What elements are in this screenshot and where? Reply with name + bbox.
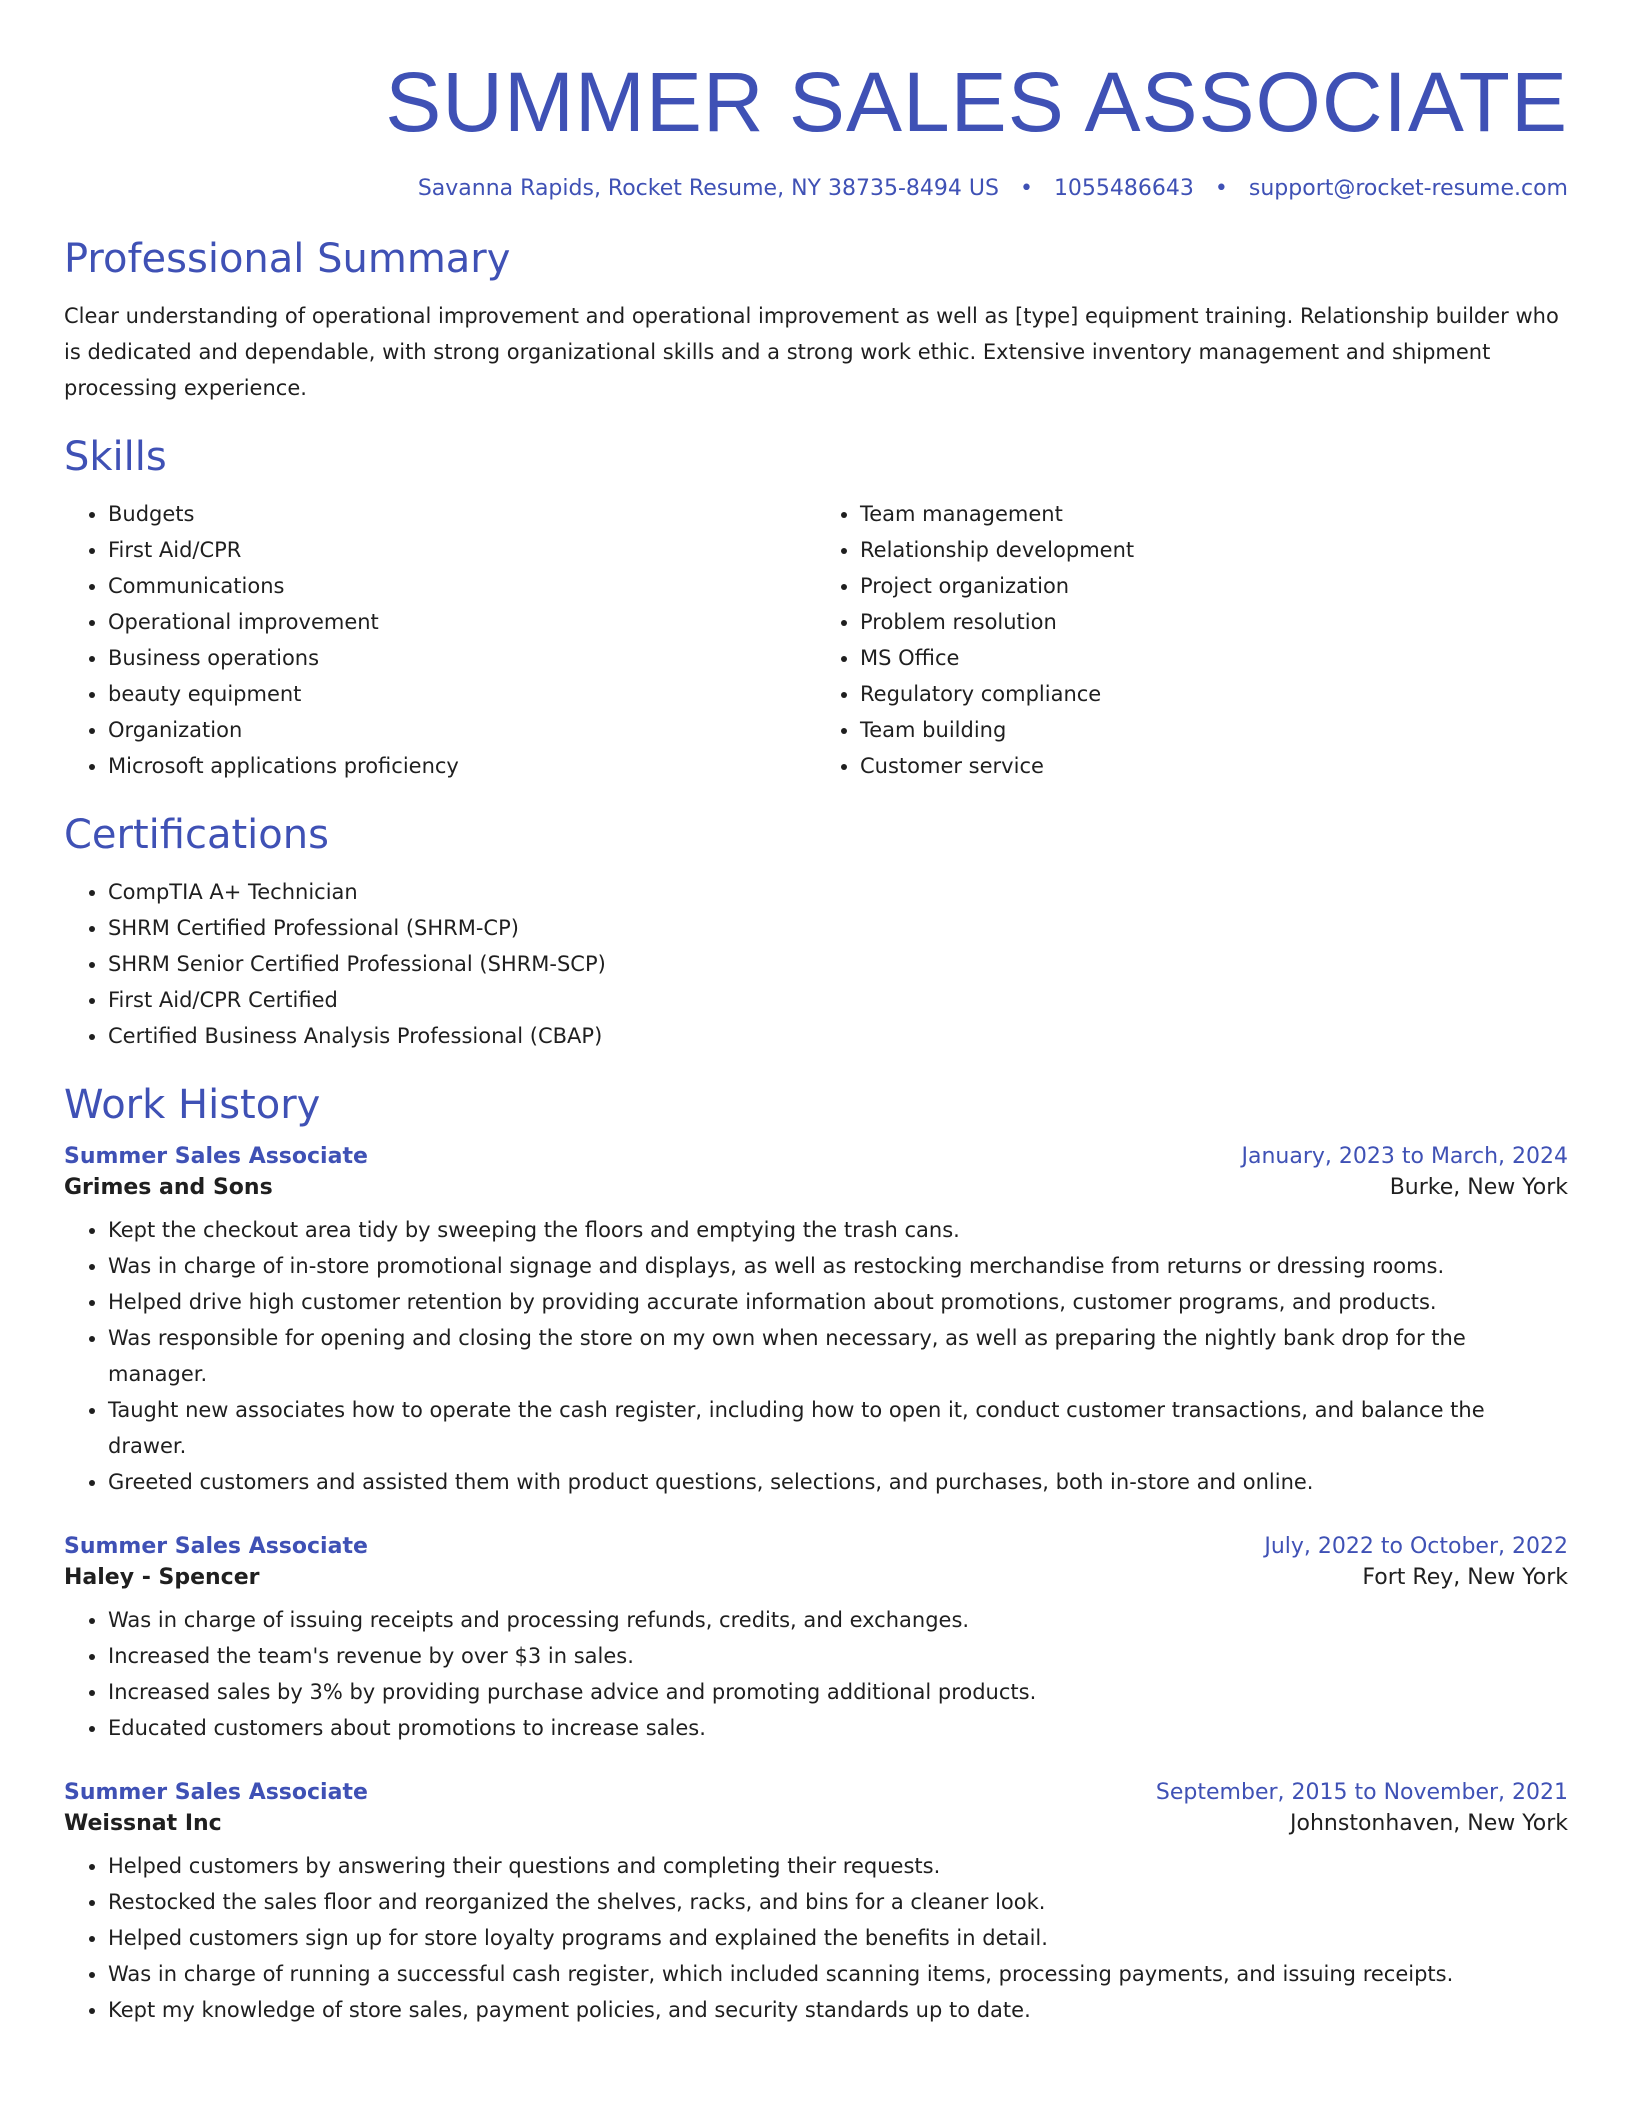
list-item: • SHRM Certified Professional (SHRM-CP) [108, 910, 1568, 946]
work-history-section [64, 1080, 1568, 2028]
list-item: • Was responsible for opening and closing the store on my own when necessary, as well as preparing the nightly bank drop for the manager. [108, 1320, 1568, 1392]
list-item: • beauty equipment [108, 676, 816, 712]
certifications-section [64, 810, 1568, 1054]
resume-header [64, 0, 1568, 204]
job-company: Haley - Spencer [64, 1565, 260, 1590]
skills-section [64, 432, 1568, 784]
list-item: • Microsoft applications proficiency [108, 748, 816, 784]
summary-text: Clear understanding of operational improvement and operational improvement as well as [type] equipment training. Relationship builder who is dedicated and dependable, with strong organizational skills and a strong work ethic. Extensive inventory management and shipment processing experience. [64, 304, 1559, 400]
list-item: • Was in charge of running a successful cash register, which included scanning items, processing payments, and issuing receipts. [108, 1956, 1568, 1992]
job-title-row [64, 1534, 1568, 1559]
job-entry [64, 1144, 1568, 1500]
list-item: • SHRM Senior Certified Professional (SHRM-SCP) [108, 946, 1568, 982]
job-title: Summer Sales Associate [64, 1144, 368, 1169]
work-history-heading: Work History [64, 1082, 321, 1128]
contact-separator: • [1214, 176, 1228, 201]
job-location: Burke, New York [1389, 1175, 1568, 1200]
summary-section [64, 234, 1568, 406]
list-item: • Communications [108, 568, 816, 604]
summary-heading: Professional Summary [64, 236, 511, 282]
job-entry [64, 1534, 1568, 1746]
contact-line [64, 174, 1568, 204]
list-item: • Operational improvement [108, 604, 816, 640]
job-company-row [64, 1175, 1568, 1200]
jobs-list [64, 1144, 1568, 2028]
list-item: • Certified Business Analysis Professional (CBAP) [108, 1018, 1568, 1054]
list-item: • Project organization [860, 568, 1568, 604]
list-item: • Taught new associates how to operate the cash register, including how to open it, conduct customer transactions, and balance the drawer. [108, 1392, 1568, 1464]
list-item: • CompTIA A+ Technician [108, 874, 1568, 910]
list-item: • Budgets [108, 496, 816, 532]
job-location: Fort Rey, New York [1362, 1565, 1568, 1590]
list-item: • Organization [108, 712, 816, 748]
list-item: • Helped customers sign up for store loyalty programs and explained the benefits in detail. [108, 1920, 1568, 1956]
contact-phone: 1055486643 [1053, 176, 1194, 201]
job-dates: September, 2015 to November, 2021 [1155, 1780, 1568, 1805]
job-bullets [64, 1602, 1568, 1746]
skills-columns [64, 496, 1568, 784]
list-item: • Business operations [108, 640, 816, 676]
job-company: Weissnat Inc [64, 1811, 222, 1836]
list-item: • Team building [860, 712, 1568, 748]
list-item: • Customer service [860, 748, 1568, 784]
resume-name: SUMMER SALES ASSOCIATE [385, 55, 1568, 149]
list-item: • Helped drive high customer retention by providing accurate information about promotions, customer programs, and products. [108, 1284, 1568, 1320]
list-item: • Was in charge of in-store promotional signage and displays, as well as restocking merchandise from returns or dressing rooms. [108, 1248, 1568, 1284]
list-item: • First Aid/CPR [108, 532, 816, 568]
list-item: • Increased the team's revenue by over $3 in sales. [108, 1638, 1568, 1674]
certifications-heading: Certifications [64, 812, 329, 858]
job-title-row [64, 1780, 1568, 1805]
job-dates: January, 2023 to March, 2024 [1241, 1144, 1568, 1169]
list-item: • Problem resolution [860, 604, 1568, 640]
list-item: • First Aid/CPR Certified [108, 982, 1568, 1018]
list-item: • Team management [860, 496, 1568, 532]
list-item: • Was in charge of issuing receipts and processing refunds, credits, and exchanges. [108, 1602, 1568, 1638]
list-item: • Relationship development [860, 532, 1568, 568]
list-item: • Regulatory compliance [860, 676, 1568, 712]
skills-heading: Skills [64, 434, 167, 480]
job-entry [64, 1780, 1568, 2028]
job-location: Johnstonhaven, New York [1290, 1811, 1568, 1836]
list-item: • Increased sales by 3% by providing purchase advice and promoting additional products. [108, 1674, 1568, 1710]
list-item: • Restocked the sales floor and reorganized the shelves, racks, and bins for a cleaner look. [108, 1884, 1568, 1920]
contact-separator: • [1019, 176, 1033, 201]
list-item: • Helped customers by answering their questions and completing their requests. [108, 1848, 1568, 1884]
certifications-list [64, 874, 1568, 1054]
contact-email: support@rocket-resume.com [1248, 176, 1568, 201]
list-item: • Greeted customers and assisted them with product questions, selections, and purchases, both in-store and online. [108, 1464, 1568, 1500]
job-company-row [64, 1811, 1568, 1836]
contact-address: Savanna Rapids, Rocket Resume, NY 38735-8494 US [417, 176, 999, 201]
job-dates: July, 2022 to October, 2022 [1264, 1534, 1568, 1559]
list-item: • MS Office [860, 640, 1568, 676]
list-item: • Kept my knowledge of store sales, payment policies, and security standards up to date. [108, 1992, 1568, 2028]
job-title: Summer Sales Associate [64, 1780, 368, 1805]
skills-list-right [816, 496, 1568, 784]
job-bullets [64, 1848, 1568, 2028]
skills-list-left [64, 496, 816, 784]
job-title-row [64, 1144, 1568, 1169]
list-item: • Kept the checkout area tidy by sweeping the floors and emptying the trash cans. [108, 1212, 1568, 1248]
job-title: Summer Sales Associate [64, 1534, 368, 1559]
list-item: • Educated customers about promotions to increase sales. [108, 1710, 1568, 1746]
job-company: Grimes and Sons [64, 1175, 273, 1200]
job-bullets [64, 1212, 1568, 1500]
job-company-row [64, 1565, 1568, 1590]
